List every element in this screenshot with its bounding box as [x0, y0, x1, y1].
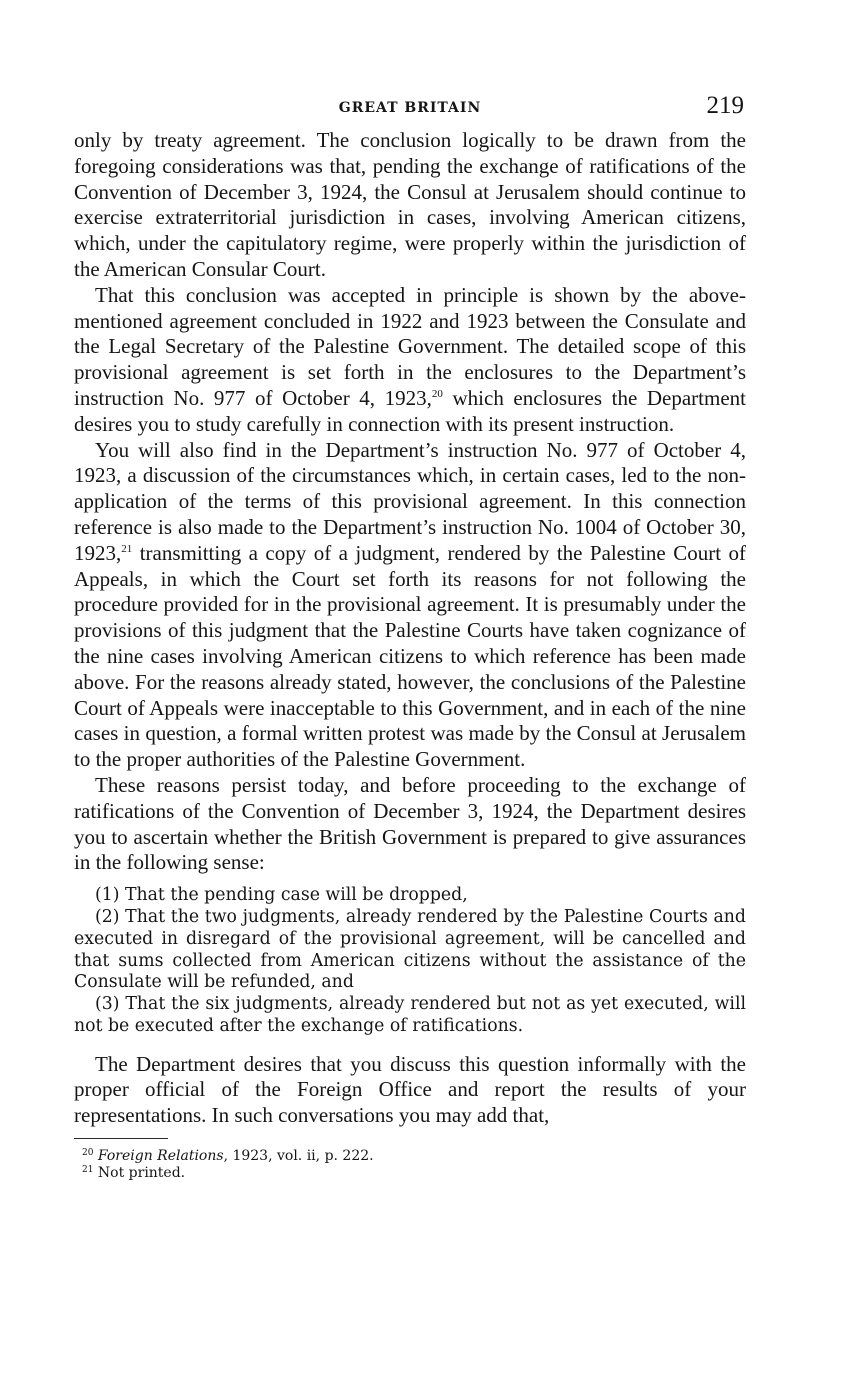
paragraph-3-part-b: transmitting a copy of a judgment, rendered by the Palestine Court of Appeals, in which the Court set forth its reasons for not following the procedure provided for in the provisional agreement. It is presumably under the provisions of this judgment that the Palestine Courts have taken cognizance of the nine cases involving American citizens to which reference has been made above. For the reasons already stated, however, the conclusions of the Palestine Court of Appeals were inacceptable to this Government, and in each of the nine cases in question, a formal written protest was made by the Consul at Jerusalem to the proper authorities of the Palestine Government. [74, 540, 746, 772]
footnote-ref-21: 21 [121, 542, 133, 555]
footnote-source-title: Foreign Relations [97, 1148, 224, 1165]
body-text [74, 128, 746, 876]
footnote-20 [82, 1148, 746, 1165]
assurance-item-3: (3) That the six judgments, already rendered but not as yet executed, will not be executed after the exchange of ratifications. [74, 994, 746, 1036]
paragraph-2 [74, 283, 746, 438]
paragraph-1: only by treaty agreement. The conclusion logically to be drawn from the foregoing considerations was that, pending the exchange of ratifications of the Convention of December 3, 1924, the Consul at Jerusalem should continue to exercise extraterritorial jurisdiction in cases, involving American citizens, which, under the capitulatory regime, were properly within the jurisdiction of the American Consular Court. [74, 128, 746, 281]
footnote-mark: 20 [82, 1148, 94, 1159]
running-head: GREAT BRITAIN [338, 100, 482, 116]
footnote-21 [82, 1165, 746, 1182]
paragraph-2-part-b: which enclosures the Department desires you to study carefully in connection with its present instruction. [74, 385, 746, 436]
assurance-item-1: (1) That the pending case will be dropped, [95, 885, 468, 906]
body-text-continued [74, 1052, 746, 1129]
paragraph-2-part-a: That this conclusion was accepted in principle is shown by the above-mentioned agreement concluded in 1922 and 1923 between the Consulate and the Legal Secretary of the Palestine Government. The detailed scope of this provisional agreement is set forth in the enclosures to the Department’s instruction No. 977 of October 4, 1923, [74, 282, 746, 410]
page-header [74, 88, 746, 128]
paragraph-3 [74, 438, 746, 773]
paragraph-4: These reasons persist today, and before proceeding to the exchange of ratifications of the Convention of December 3, 1924, the Department desires you to ascertain whether the British Government is prepared to give assurances in the following sense: [74, 772, 746, 875]
page-number: 219 [706, 92, 744, 119]
assurances-list [74, 885, 746, 1038]
assurance-item-2: (2) That the two judgments, already rendered by the Palestine Courts and executed in disregard of the provisional agreement, will be cancelled and that sums collected from American citizens without the assistance of the Consulate will be refunded, and [74, 906, 746, 993]
footnote-mark: 21 [82, 1165, 94, 1176]
footnote-text: , 1923, vol. ii, p. 222. [223, 1148, 374, 1165]
footnotes [74, 1148, 746, 1182]
paragraph-3-part-a: You will also find in the Department’s instruction No. 977 of October 4, 1923, a discussion of the circumstances which, in certain cases, led to the non-application of the terms of this provisional agreement. In this connection reference is also made to the Department’s instruction No. 1004 of October 30, 1923, [74, 437, 746, 565]
footnote-ref-20: 20 [431, 387, 443, 400]
footnote-text: Not printed. [97, 1165, 186, 1182]
footnote-divider [74, 1138, 168, 1139]
paragraph-5: The Department desires that you discuss this question informally with the proper official of the Foreign Office and report the results of your representations. In such conversations you may add that, [74, 1051, 746, 1128]
document-page [74, 88, 746, 1182]
